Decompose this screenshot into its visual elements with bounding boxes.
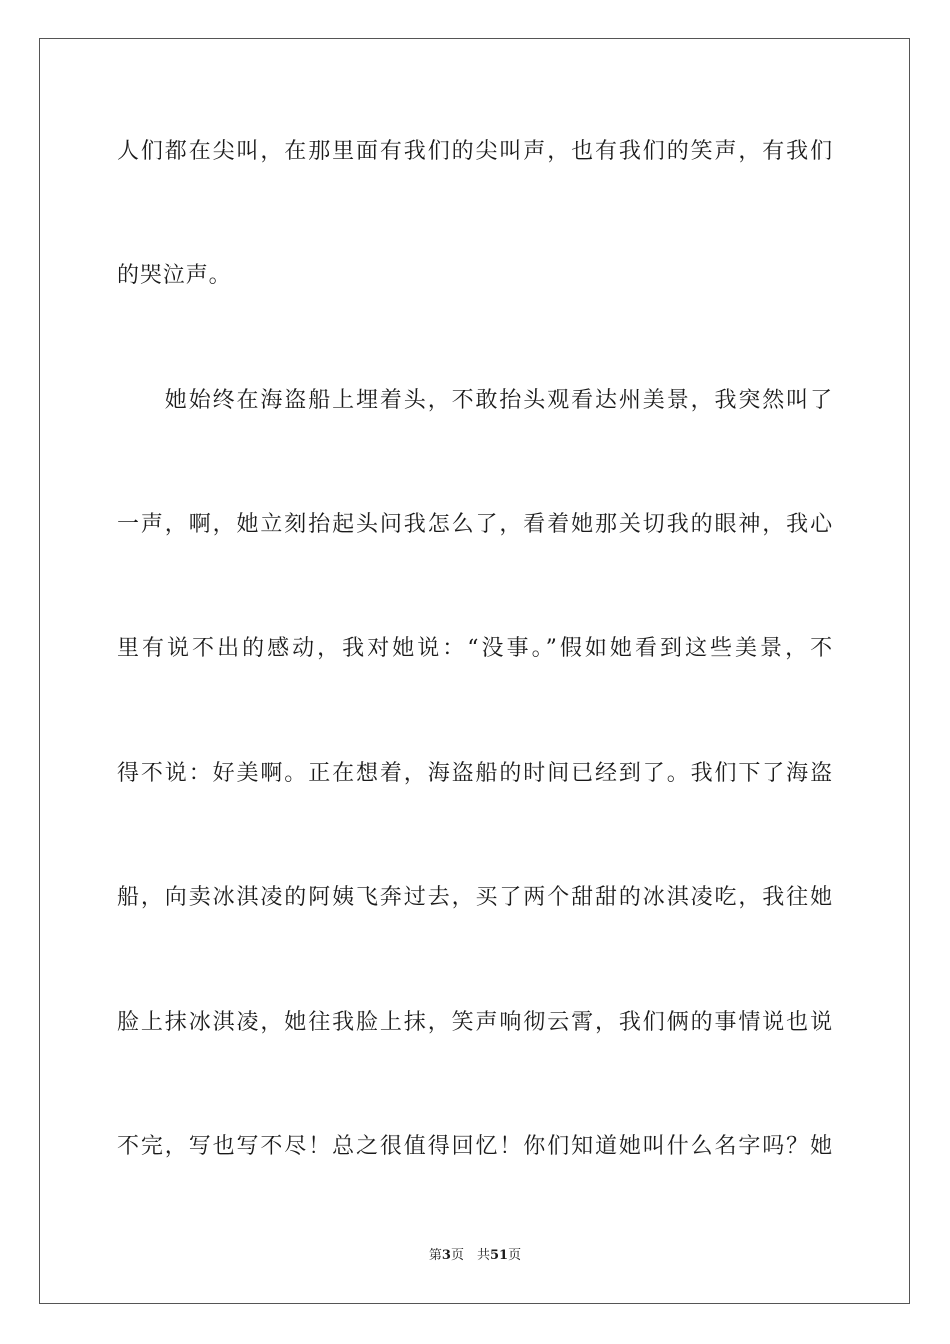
footer-total-suffix: 页 bbox=[508, 1248, 522, 1263]
page-footer bbox=[0, 1247, 950, 1265]
text-line-3: 她始终在海盗船上埋着头，不敢抬头观看达州美景，我突然叫了 bbox=[117, 388, 833, 413]
text-line-2: 的哭泣声。 bbox=[117, 263, 232, 288]
footer-page-suffix: 页 bbox=[450, 1248, 464, 1263]
footer-total-pages: 51 bbox=[489, 1248, 509, 1263]
text-line-8: 脸上抹冰淇凌，她往我脸上抹，笑声响彻云霄，我们俩的事情说也说 bbox=[117, 1010, 833, 1035]
text-line-5: 里有说不出的感动，我对她说：“没事。”假如她看到这些美景，不 bbox=[117, 636, 833, 661]
footer-page-number: 3 bbox=[441, 1248, 451, 1263]
footer-total-label: 共 bbox=[463, 1248, 490, 1263]
text-line-9: 不完，写也写不尽！总之很值得回忆！你们知道她叫什么名字吗？她 bbox=[117, 1134, 833, 1159]
text-line-1: 人们都在尖叫，在那里面有我们的尖叫声，也有我们的笑声，有我们 bbox=[117, 139, 833, 164]
footer-prefix: 第 bbox=[428, 1248, 442, 1263]
page-border bbox=[39, 38, 910, 1304]
text-line-7: 船，向卖冰淇凌的阿姨飞奔过去，买了两个甜甜的冰淇凌吃，我往她 bbox=[117, 885, 833, 910]
text-line-4: 一声，啊，她立刻抬起头问我怎么了，看着她那关切我的眼神，我心 bbox=[117, 512, 833, 537]
text-line-6: 得不说：好美啊。正在想着，海盗船的时间已经到了。我们下了海盗 bbox=[117, 761, 833, 786]
